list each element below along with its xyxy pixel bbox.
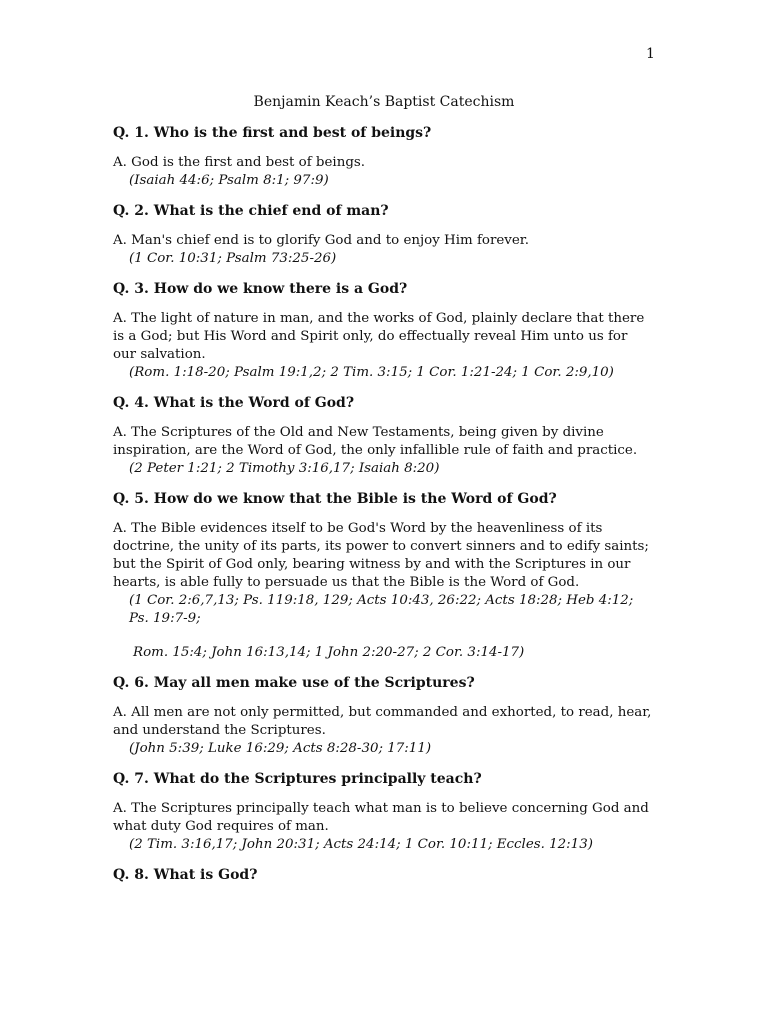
answer: A. The light of nature in man, and the works of God, plainly declare that there is a God; but His Word and Spirit only, do effectually reveal Him unto us for our salvation. xyxy=(113,311,645,362)
question: Q. 4. What is the Word of God? xyxy=(113,395,355,411)
question: Q. 7. What do the Scriptures principally teach? xyxy=(113,771,482,787)
catechism-item-8 xyxy=(113,866,653,884)
answer: A. The Scriptures principally teach what man is to believe concerning God and what duty God requires of man. xyxy=(113,801,649,834)
document-title: Benjamin Keach’s Baptist Catechism xyxy=(253,94,515,110)
catechism-item-1 xyxy=(113,124,653,190)
scripture-references: (2 Peter 1:21; 2 Timothy 3:16,17; Isaiah 8:20) xyxy=(129,461,440,476)
catechism-item-5 xyxy=(113,490,653,662)
question: Q. 8. What is God? xyxy=(113,867,258,883)
catechism-item-2 xyxy=(113,202,653,268)
scripture-references: (John 5:39; Luke 16:29; Acts 8:28-30; 17:11) xyxy=(129,741,432,756)
page-number: 1 xyxy=(646,46,655,62)
catechism-item-7 xyxy=(113,770,653,854)
answer: A. All men are not only permitted, but commanded and exhorted, to read, hear, and understand the Scriptures. xyxy=(113,705,652,738)
answer: A. The Bible evidences itself to be God's Word by the heavenliness of its doctrine, the unity of its parts, its power to convert sinners and to edify saints; but the Spirit of God only, bearing witness by and with the Scriptures in our hearts, is able fully to persuade us that the Bible is the Word of God. xyxy=(113,521,649,590)
catechism-item-3 xyxy=(113,280,653,382)
scripture-references: (1 Cor. 2:6,7,13; Ps. 119:18, 129; Acts 10:43, 26:22; Acts 18:28; Heb 4:12; Ps. 19:7-9; xyxy=(129,593,634,626)
answer: A. The Scriptures of the Old and New Testaments, being given by divine inspiration, are the Word of God, the only infallible rule of faith and practice. xyxy=(113,425,638,458)
question: Q. 1. Who is the first and best of beings? xyxy=(113,125,432,141)
answer: A. God is the first and best of beings. xyxy=(113,155,366,170)
question: Q. 5. How do we know that the Bible is the Word of God? xyxy=(113,491,557,507)
scripture-references: (2 Tim. 3:16,17; John 20:31; Acts 24:14; 1 Cor. 10:11; Eccles. 12:13) xyxy=(129,837,593,852)
catechism-item-4 xyxy=(113,394,653,478)
catechism-content xyxy=(113,124,653,896)
catechism-item-6 xyxy=(113,674,653,758)
question: Q. 3. How do we know there is a God? xyxy=(113,281,408,297)
question: Q. 6. May all men make use of the Scriptures? xyxy=(113,675,475,691)
answer: A. Man's chief end is to glorify God and to enjoy Him forever. xyxy=(113,233,529,248)
scripture-references: (Rom. 1:18-20; Psalm 19:1,2; 2 Tim. 3:15; 1 Cor. 1:21-24; 1 Cor. 2:9,10) xyxy=(129,365,614,380)
scripture-references: (Isaiah 44:6; Psalm 8:1; 97:9) xyxy=(129,173,329,188)
scripture-references-continued: Rom. 15:4; John 16:13,14; 1 John 2:20-27; 2 Cor. 3:14-17) xyxy=(133,645,525,660)
scripture-references: (1 Cor. 10:31; Psalm 73:25-26) xyxy=(129,251,337,266)
question: Q. 2. What is the chief end of man? xyxy=(113,203,389,219)
